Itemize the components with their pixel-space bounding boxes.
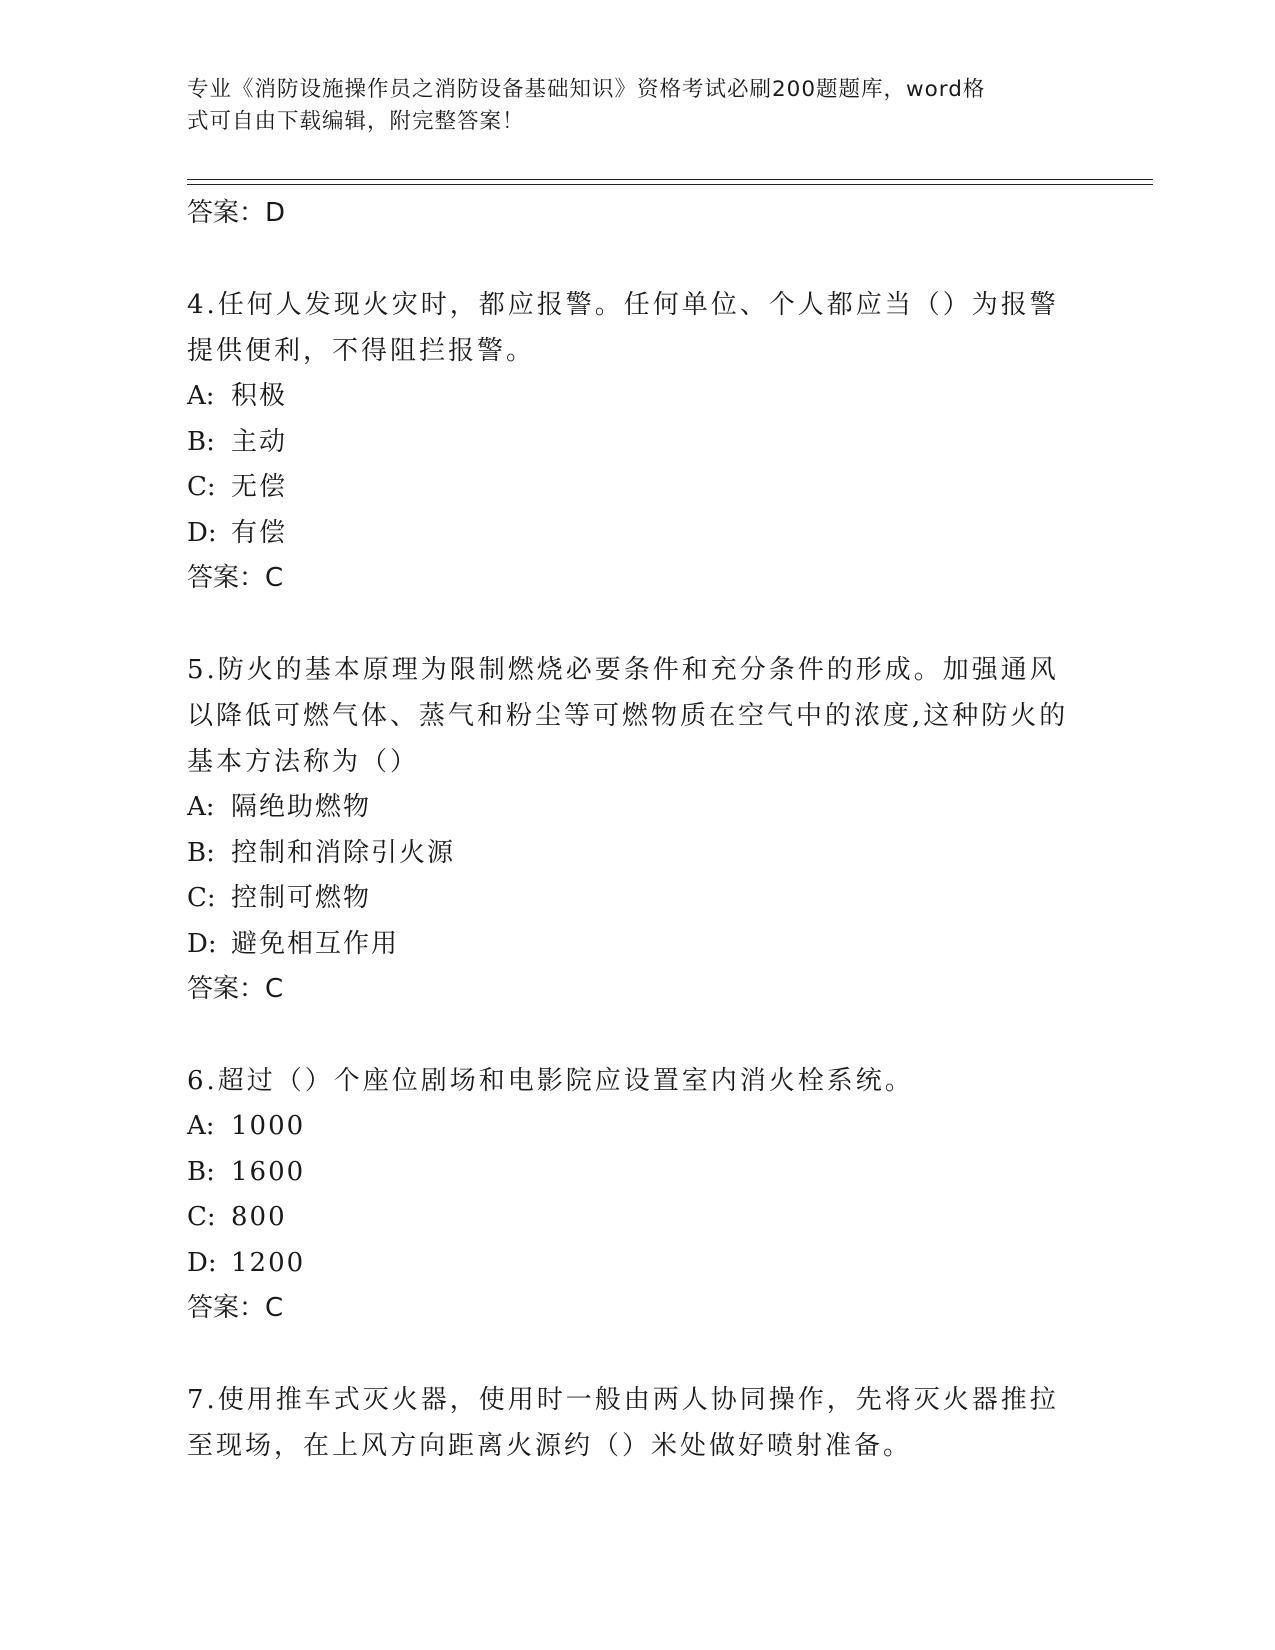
question-text [187, 282, 1087, 374]
option-b: B: 主动 [187, 426, 288, 457]
header-divider-top [187, 179, 1153, 180]
option-a: A: 1000 [187, 1111, 306, 1141]
option-a: A: 隔绝助燃物 [187, 792, 372, 822]
option-b: B: 控制和消除引火源 [187, 837, 456, 868]
option-b: B: 1600 [187, 1156, 306, 1187]
option-c: C: 控制可燃物 [187, 883, 372, 913]
question-line: 4.任何人发现火灾时，都应报警。任何单位、个人都应当（）为报警 [187, 290, 1059, 320]
question-text [187, 647, 1087, 785]
question-block [187, 1058, 1087, 1331]
question-line: 提供便利，不得阻拦报警。 [187, 336, 536, 366]
option-c: C: 800 [187, 1202, 287, 1232]
option-d: D: 避免相互作用 [187, 928, 400, 959]
answer-line: 答案：C [187, 974, 284, 1004]
question-line: 7.使用推车式灭火器，使用时一般由两人协同操作，先将灭火器推拉 [187, 1385, 1059, 1415]
header-line-1: 专业《消防设施操作员之消防设备基础知识》资格考试必刷200题题库，word格 [187, 77, 986, 102]
option-a: A: 积极 [187, 381, 288, 411]
question-block [187, 647, 1087, 1012]
option-c: C: 无偿 [187, 472, 288, 502]
document-body [187, 191, 1087, 1469]
question-line: 至现场，在上风方向距离火源约（）米处做好喷射准备。 [187, 1431, 913, 1461]
question-line: 6.超过（）个座位剧场和电影院应设置室内消火栓系统。 [187, 1066, 914, 1096]
answer-line: 答案：C [187, 563, 284, 593]
option-d: D: 1200 [187, 1247, 306, 1278]
option-d: D: 有偿 [187, 517, 288, 548]
question-text [187, 1377, 1087, 1469]
header-divider-bottom [187, 184, 1153, 185]
header-line-2: 式可自由下载编辑，附完整答案！ [187, 109, 525, 134]
question-text [187, 1058, 1087, 1104]
question-block [187, 1377, 1087, 1469]
question-line: 5.防火的基本原理为限制燃烧必要条件和充分条件的形成。加强通风 [187, 655, 1059, 685]
answer-line: 答案：C [187, 1293, 284, 1323]
question-line: 以降低可燃气体、蒸气和粉尘等可燃物质在空气中的浓度,这种防火的 [187, 701, 1069, 731]
answer-line: 答案：D [187, 198, 286, 228]
question-line: 基本方法称为（） [187, 747, 420, 777]
question-block [187, 282, 1087, 601]
document-header [187, 74, 1067, 138]
